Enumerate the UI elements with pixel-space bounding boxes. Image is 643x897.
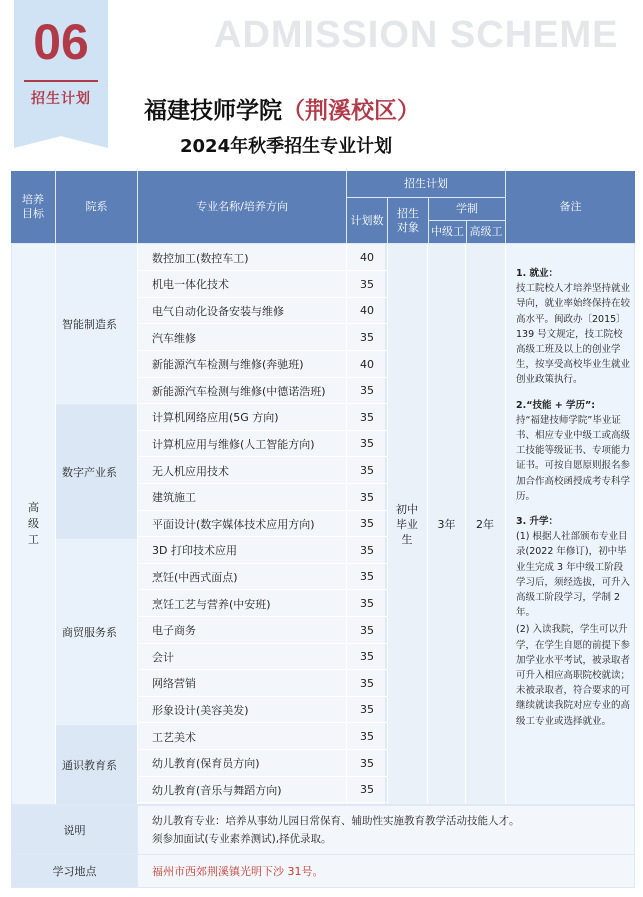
dept-name: 数字产业系 [62, 465, 117, 479]
major-name: 建筑施工 [152, 491, 196, 505]
plan-count: 40 [360, 357, 374, 371]
header-dept: 院系 [56, 171, 137, 243]
remark-1-title: 1. 就业： [516, 268, 559, 279]
plan-count: 35 [360, 384, 374, 398]
major-name: 3D 打印技术应用 [152, 544, 237, 558]
section-label: 招生计划 [31, 91, 91, 107]
plan-count: 35 [360, 783, 374, 797]
plan-count: 35 [360, 517, 374, 531]
page-title [144, 92, 420, 125]
plan-count: 35 [360, 410, 374, 424]
major-name: 形象设计(美容美发) [152, 703, 249, 717]
mid-value: 3年 [437, 518, 456, 531]
plan-count: 40 [360, 304, 374, 318]
divider [137, 244, 138, 804]
major-name: 烹饪(中西式面点) [152, 570, 238, 584]
major-name: 机电一体化技术 [152, 278, 229, 292]
major-name: 新能源汽车检测与维修(奔驰班) [152, 358, 304, 372]
dept-name: 商贸服务系 [62, 626, 117, 639]
major-name: 数控加工(数控车工) [152, 251, 249, 265]
location-label: 学习地点 [52, 865, 97, 878]
plan-count: 35 [360, 676, 374, 690]
header-system: 学制 [429, 198, 505, 220]
badge-divider [24, 80, 98, 82]
header-mid: 中级工 [429, 221, 466, 243]
watermark-heading: ADMISSION SCHEME [214, 14, 619, 56]
goal-value-text: 高级工 [28, 501, 39, 546]
plan-count: 35 [360, 543, 374, 557]
plan-count: 35 [360, 331, 374, 345]
divider [55, 244, 56, 804]
header-count: 计划数 [347, 198, 387, 243]
plan-count: 35 [360, 597, 374, 611]
remark-1-body: 技工院校人才培养坚持就业导向，就业率始终保持在较高水平。闽政办〔2015〕139 号文规定，技工院校高级工班及以上的创业学生，按享受高校毕业生就业创业政策执行。 [516, 283, 631, 386]
note-label: 说明 [63, 824, 86, 837]
divider [505, 244, 506, 804]
section-badge-content [14, 0, 108, 148]
remark-3-body-2: (2) 入读我院，学生可以升学，在学生自愿的前提下参加学业水平考试，被录取者可升入相应高职院校就读；未被录取者，符合要求的可继续就读我院对应专业的高级工专业或选择就业。 [516, 624, 631, 727]
plan-count: 35 [360, 570, 374, 584]
remark-3-body-1: (1) 根据人社部颁布专业目录(2022 年修订)，初中毕业生完成 3 年中级工阶段学习后，须经选拔，可升入高级工阶段学习，学制 2 年。 [516, 531, 631, 619]
remark-2-title: 2.“技能 + 学历”: [516, 399, 596, 411]
plan-count: 35 [360, 464, 374, 478]
plan-count: 35 [360, 650, 374, 664]
major-name: 工艺美术 [152, 730, 196, 744]
location-value: 福州市西郊荆溪镇光明下沙 31号。 [152, 865, 324, 878]
major-name: 计算机应用与维修(人工智能方向) [152, 437, 315, 451]
header-major: 专业名称/培养方向 [138, 171, 346, 243]
dept-name: 通识教育系 [62, 759, 117, 772]
target-value-text: 初中毕业生 [396, 502, 418, 546]
note-content [152, 812, 632, 848]
header-plan: 招生计划 [347, 171, 505, 197]
goal-value [12, 244, 55, 804]
major-name: 汽车维修 [152, 331, 196, 345]
header-target [388, 198, 428, 243]
dept-name: 智能制造系 [62, 318, 117, 331]
divider [346, 244, 347, 804]
plan-count: 35 [360, 730, 374, 744]
note-line-2: 须参加面试(专业素养测试),择优录取。 [152, 833, 332, 845]
remarks [516, 266, 632, 739]
page-subtitle: 2024年秋季招生专业计划 [180, 136, 393, 157]
major-name: 幼儿教育(保育员方向) [152, 757, 260, 771]
header-goal [11, 171, 55, 243]
divider [427, 244, 428, 804]
plan-count: 35 [360, 437, 374, 451]
major-name: 无人机应用技术 [152, 464, 229, 478]
plan-count: 35 [360, 623, 374, 637]
remark-3-title: 3. 升学： [516, 516, 559, 528]
plan-count: 35 [360, 277, 374, 291]
plan-count: 40 [360, 251, 374, 265]
major-name: 会计 [152, 650, 174, 664]
header-high: 高级工 [467, 221, 505, 243]
major-name: 电子商务 [152, 624, 196, 638]
plan-count: 35 [360, 703, 374, 717]
header-target-text: 招生对象 [397, 206, 419, 234]
major-name: 电气自动化设备安装与维修 [152, 304, 284, 318]
major-name: 新能源汽车检测与维修(中德诺浩班) [152, 384, 326, 398]
plan-count: 35 [360, 490, 374, 504]
major-name: 平面设计(数字媒体技术应用方向) [152, 517, 315, 531]
header-goal-text: 培养目标 [22, 193, 44, 220]
divider [465, 244, 466, 804]
note-line-1: 幼儿教育专业：培养从事幼儿园日常保育、辅助性实施教育教学活动技能人才。 [152, 815, 520, 827]
plan-count: 35 [360, 756, 374, 770]
school-name: 福建技师学院 [144, 98, 282, 124]
remark-2-body: 持“福建技师学院”毕业证书、相应专业中级工或高级工技能等级证书、专项能力证书。可按自愿原则报名参加合作高校函授成考专科学历。 [516, 414, 631, 502]
header-remark: 备注 [506, 171, 635, 243]
high-value: 2年 [476, 518, 494, 531]
major-name: 计算机网络应用(5G 方向) [152, 411, 279, 425]
divider [387, 244, 388, 804]
major-name: 烹饪工艺与营养(中安班) [152, 597, 271, 611]
major-name: 幼儿教育(音乐与舞蹈方向) [152, 783, 282, 797]
target-value [387, 244, 427, 804]
major-name: 网络营销 [152, 677, 196, 691]
section-number: 06 [33, 14, 89, 70]
campus-name: （荆溪校区） [282, 98, 420, 124]
